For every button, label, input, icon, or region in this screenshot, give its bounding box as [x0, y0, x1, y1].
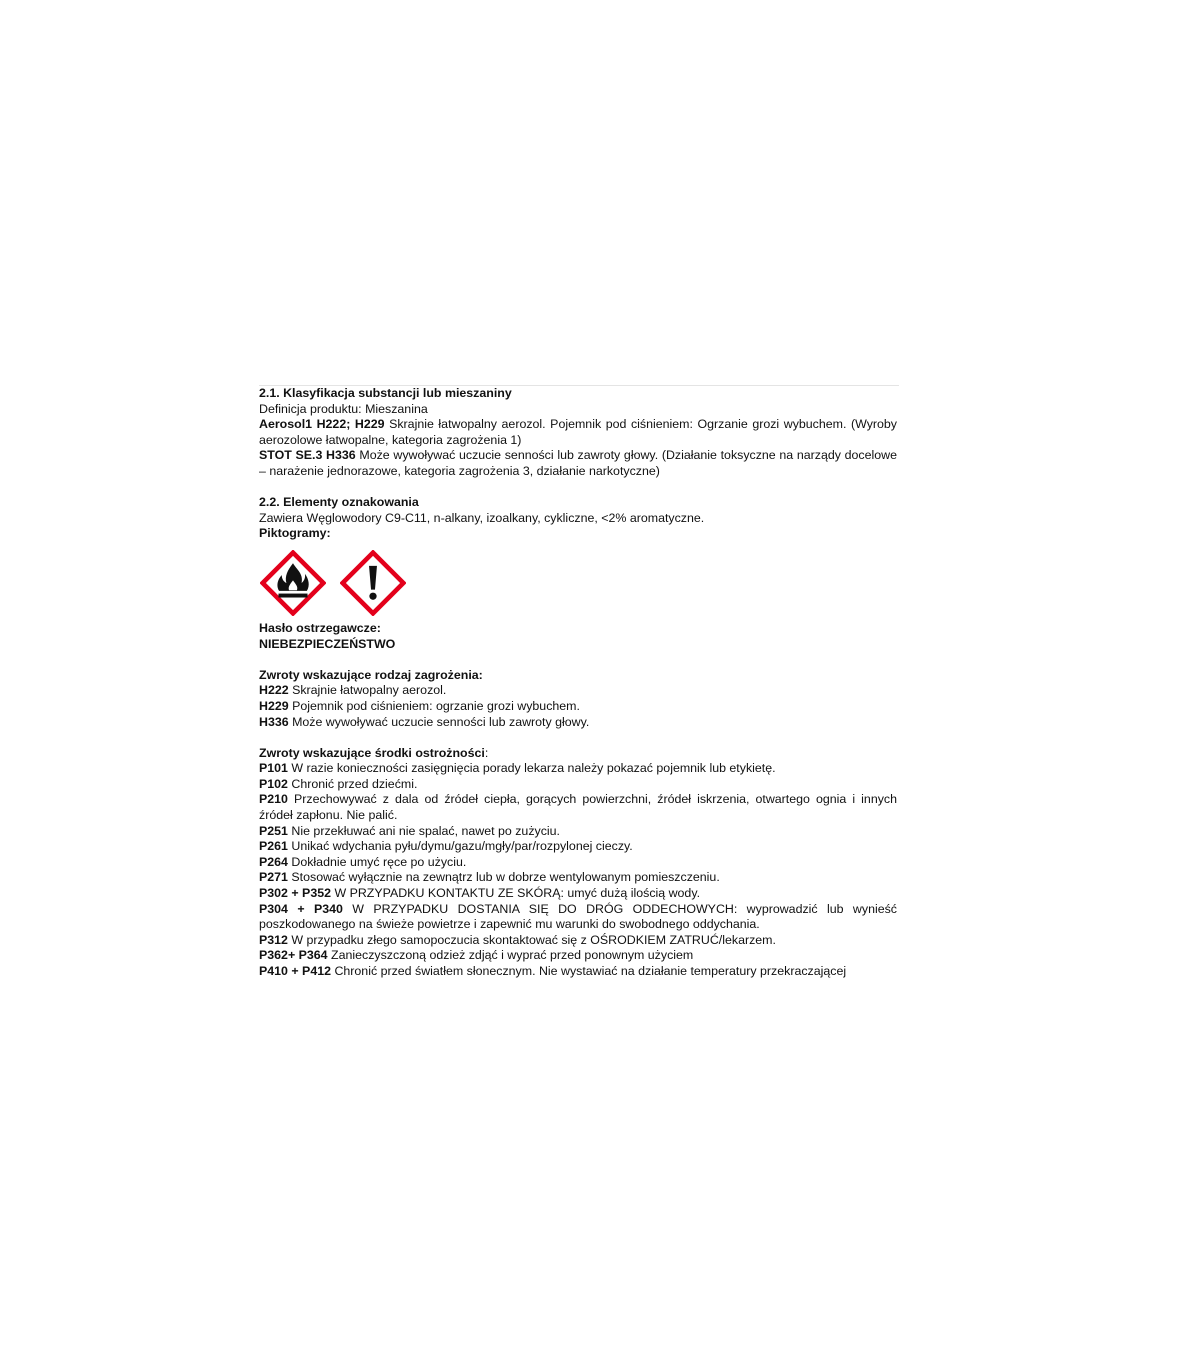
- statement-code: P410 + P412: [259, 964, 331, 978]
- statement-code: P304 + P340: [259, 901, 343, 916]
- page-rule: [259, 385, 899, 386]
- statement-code: P271: [259, 870, 288, 885]
- precautionary-statement: [259, 886, 897, 902]
- precautionary-statement: [259, 792, 897, 823]
- statement-code: H229: [259, 698, 289, 713]
- statement-text: Może wywoływać uczucie senności lub zawroty głowy.: [288, 714, 590, 729]
- hazard-statement: [259, 715, 897, 731]
- pictograms-label: Piktogramy:: [259, 526, 331, 541]
- flame-icon: [260, 550, 326, 616]
- precautionary-heading-colon: :: [484, 745, 489, 760]
- hazard-statement: [259, 699, 897, 715]
- precautionary-statement: [259, 902, 897, 933]
- statement-code: H222: [259, 683, 289, 698]
- precautionary-statement: [259, 964, 897, 980]
- classification-stot: [259, 448, 897, 479]
- precautionary-statement: [259, 933, 897, 949]
- statement-code: P101: [259, 761, 288, 776]
- statement-text: Nie przekłuwać ani nie spalać, nawet po zużyciu.: [287, 823, 560, 838]
- statement-code: P302 + P352: [259, 886, 331, 901]
- precautionary-statement: [259, 870, 897, 886]
- statement-text: Przechowywać z dala od źródeł ciepła, gorących powierzchni, źródeł iskrzenia, otwartego ognia i innych źródeł zapłonu. Nie palić.: [259, 792, 897, 823]
- contains-statement: Zawiera Węglowodory C9-C11, n-alkany, izoalkany, cykliczne, <2% aromatyczne.: [259, 510, 705, 525]
- precautionary-statement: [259, 777, 897, 793]
- safety-data-sheet-excerpt: [259, 386, 897, 980]
- statement-text: W razie konieczności zasięgnięcia porady lekarza należy pokazać pojemnik lub etykietę.: [287, 761, 776, 776]
- statement-code: P210: [259, 792, 288, 807]
- signal-word-label: Hasło ostrzegawcze:: [259, 620, 381, 635]
- statement-text: Dokładnie umyć ręce po użyciu.: [287, 854, 467, 869]
- classification-aerosol: [259, 417, 897, 448]
- statement-text: Stosować wyłącznie na zewnątrz lub w dobrze wentylowanym pomieszczeniu.: [287, 870, 720, 885]
- precautionary-statement: [259, 761, 897, 777]
- pictograms: [260, 550, 897, 616]
- statement-text: Pojemnik pod ciśnieniem: ogrzanie grozi wybuchem.: [288, 698, 580, 713]
- statement-text: W PRZYPADKU DOSTANIA SIĘ DO DRÓG ODDECHOWYCH: wyprowadzić lub wynieść poszkodowanego na świeże powietrze i zapewnić mu warunki do swobodnego oddychania.: [259, 901, 897, 932]
- classification-text: Skrajnie łatwopalny aerozol. Pojemnik pod ciśnieniem: Ogrzanie grozi wybuchem. (Wyroby aerozolowe łatwopalne, kategoria zagrożenia 1): [259, 417, 897, 447]
- exclamation-icon: [340, 550, 406, 616]
- hazard-statement: [259, 683, 897, 699]
- statement-code: P362+ P364: [259, 948, 328, 963]
- product-definition: Definicja produktu: Mieszanina: [259, 401, 428, 416]
- statement-text: Zanieczyszczoną odzież zdjąć i wyprać przed ponownym użyciem: [327, 948, 694, 963]
- statement-code: P261: [259, 839, 288, 854]
- statement-code: P264: [259, 854, 288, 869]
- statement-text: W przypadku złego samopoczucia skontaktować się z OŚRODKIEM ZATRUĆ/lekarzem.: [287, 932, 776, 947]
- classification-code: Aerosol1 H222; H229: [259, 417, 385, 432]
- section-2-1-heading: 2.1. Klasyfikacja substancji lub mieszaniny: [259, 386, 512, 400]
- statement-code: P251: [259, 823, 288, 838]
- signal-word: NIEBEZPIECZEŃSTWO: [259, 636, 396, 651]
- statement-text: W PRZYPADKU KONTAKTU ZE SKÓRĄ: umyć dużą ilością wody.: [331, 886, 701, 901]
- statement-code: P312: [259, 932, 288, 947]
- precautionary-statement: [259, 839, 897, 855]
- classification-text: Może wywoływać uczucie senności lub zawroty głowy. (Działanie toksyczne na narządy docelowe – narażenie jednorazowe, kategoria zagrożenia 3, działanie narkotyczne): [259, 448, 897, 478]
- classification-code: STOT SE.3 H336: [259, 448, 356, 463]
- precautionary-statement: [259, 855, 897, 871]
- statement-text: Unikać wdychania pyłu/dymu/gazu/mgły/par/rozpylonej cieczy.: [287, 839, 633, 854]
- hazard-statements: [259, 683, 897, 730]
- precautionary-statement: [259, 948, 897, 964]
- statement-text: Chronić przed dziećmi.: [287, 776, 418, 791]
- precautionary-statement: [259, 824, 897, 840]
- statement-code: P102: [259, 776, 288, 791]
- precautionary-statements-heading: [259, 746, 897, 762]
- statement-text: Skrajnie łatwopalny aerozol.: [288, 683, 447, 698]
- statement-text: Chronić przed światłem słonecznym. Nie wystawiać na działanie temperatury przekraczającej: [331, 964, 847, 978]
- precautionary-heading-text: Zwroty wskazujące środki ostrożności: [259, 745, 485, 760]
- statement-code: H336: [259, 714, 289, 729]
- precautionary-statements: [259, 761, 897, 979]
- hazard-statements-heading: Zwroty wskazujące rodzaj zagrożenia:: [259, 667, 483, 682]
- section-2-2-heading: 2.2. Elementy oznakowania: [259, 495, 419, 510]
